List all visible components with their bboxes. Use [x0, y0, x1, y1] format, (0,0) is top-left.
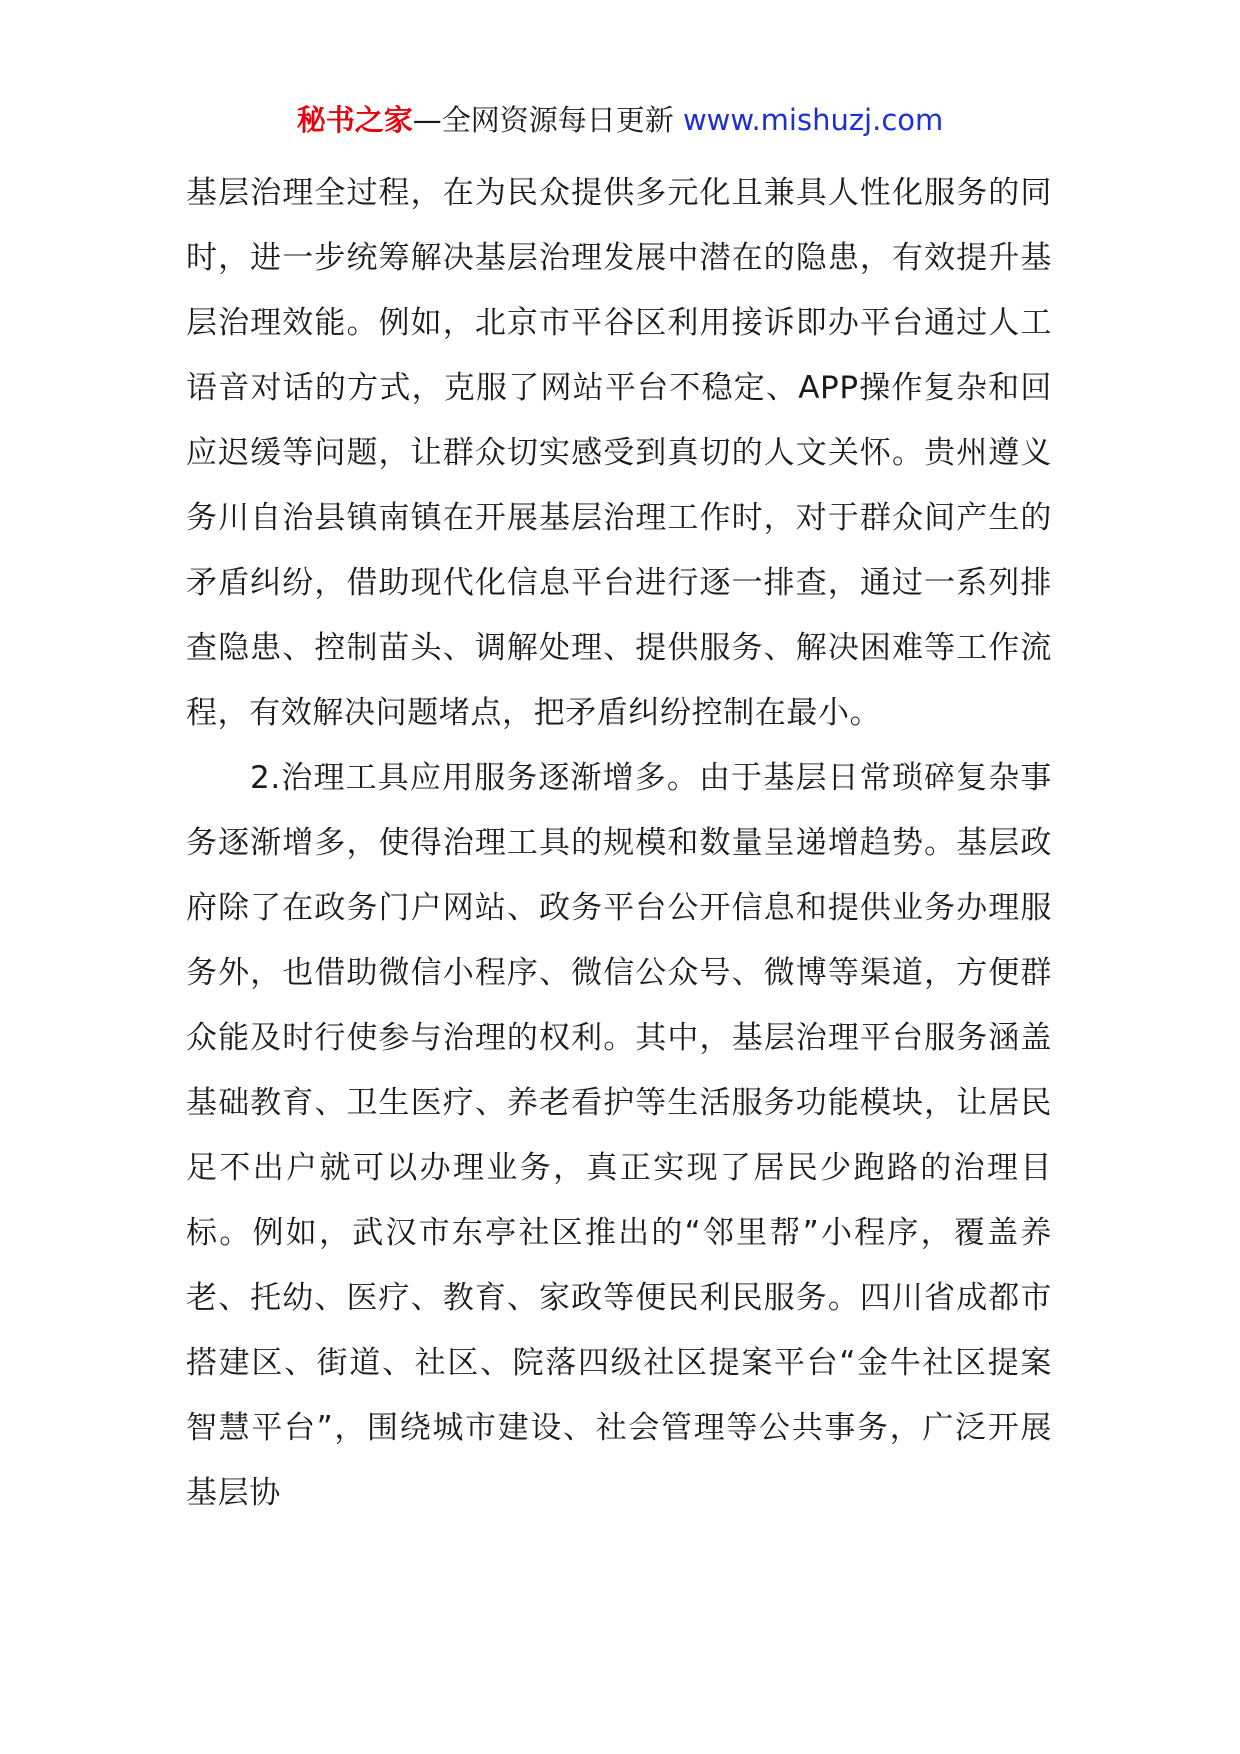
site-url-link[interactable]: www.mishuzj.com	[682, 103, 944, 137]
site-name: 秘书之家	[296, 103, 413, 137]
header-tagline: —全网资源每日更新	[412, 103, 674, 137]
document-body	[186, 161, 1052, 1526]
paragraph-continued: 基层治理全过程，在为民众提供多元化且兼具人性化服务的同时，进一步统筹解决基层治理发展中潜在的隐患，有效提升基层治理效能。例如，北京市平谷区利用接诉即办平台通过人工语音对话的方式，克服了网站平台不稳定、APP操作复杂和回应迟缓等问题，让群众切实感受到真切的人文关怀。贵州遵义务川自治县镇南镇在开展基层治理工作时，对于群众间产生的矛盾纠纷，借助现代化信息平台进行逐一排查，通过一系列排查隐患、控制苗头、调解处理、提供服务、解决困难等工作流程，有效解决问题堵点，把矛盾纠纷控制在最小。	[186, 175, 1052, 731]
paragraph-section-2: 2.治理工具应用服务逐渐增多。由于基层日常琐碎复杂事务逐渐增多，使得治理工具的规模和数量呈递增趋势。基层政府除了在政务门户网站、政务平台公开信息和提供业务办理服务外，也借助微信小程序、微信公众号、微博等渠道，方便群众能及时行使参与治理的权利。其中，基层治理平台服务涵盖基础教育、卫生医疗、养老看护等生活服务功能模块，让居民足不出户就可以办理业务，真正实现了居民少跑路的治理目标。例如，武汉市东亭社区推出的“邻里帮”小程序，覆盖养老、托幼、医疗、教育、家政等便民利民服务。四川省成都市搭建区、街道、社区、院落四级社区提案平台“金牛社区提案智慧平台”，围绕城市建设、社会管理等公共事务，广泛开展基层协	[186, 760, 1052, 1511]
page-header	[0, 100, 1240, 140]
